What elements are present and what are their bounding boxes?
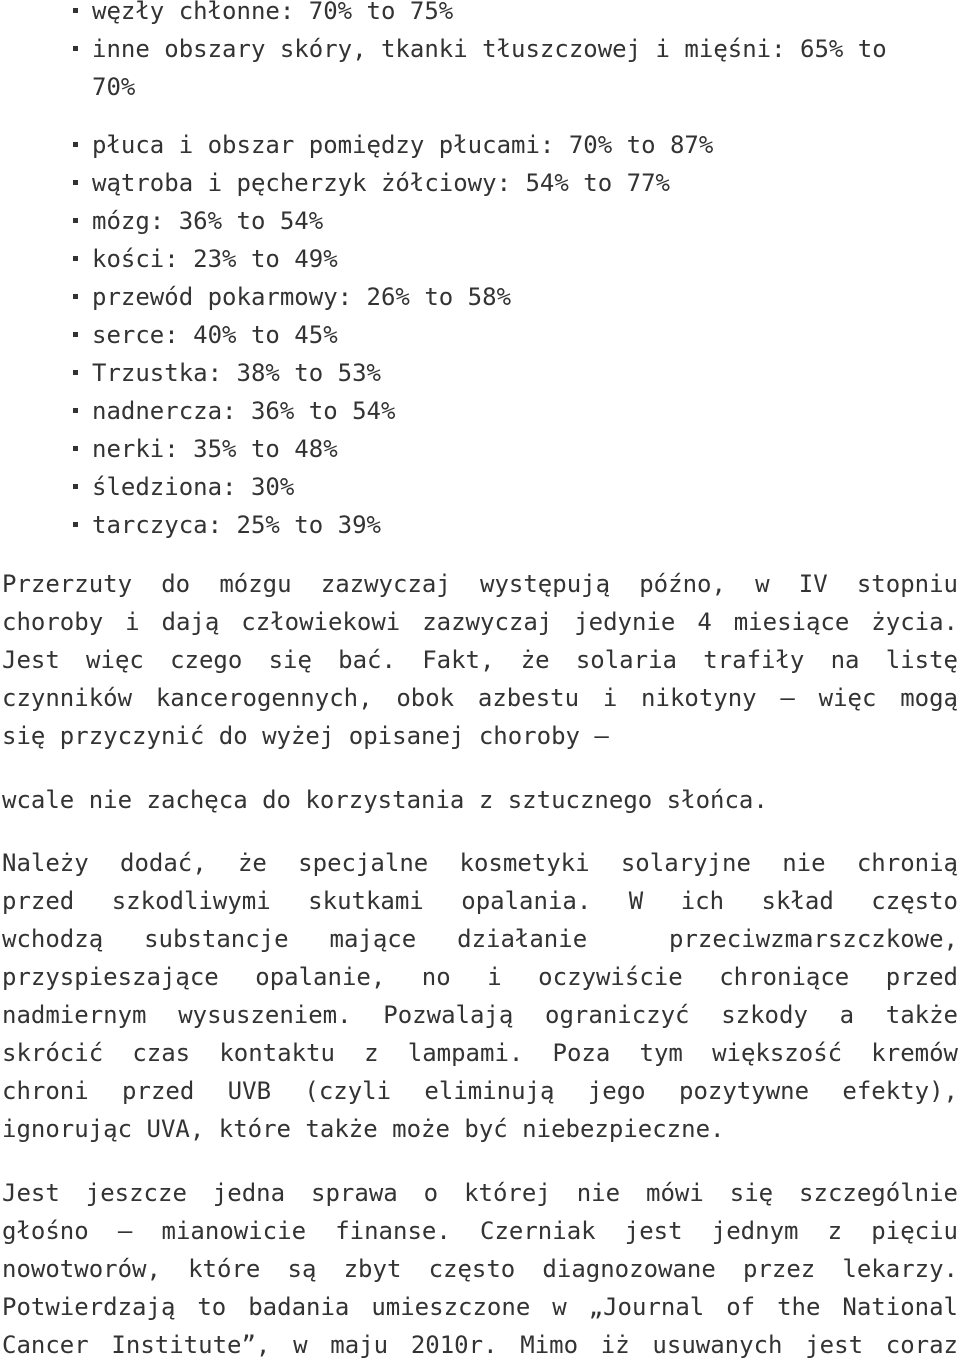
text-line: się przyczynić do wyżej opisanej choroby –: [2, 722, 609, 750]
text-line: przed szkodliwymi skutkami opalania. W ich skład często: [2, 887, 958, 915]
list-item: nerki: 35% to 48%: [92, 430, 338, 468]
bullet-icon: [73, 294, 78, 299]
list-item: płuca i obszar pomiędzy płucami: 70% to 87%: [92, 126, 713, 164]
text-line: Jest więc czego się bać. Fakt, że solaria trafiły na listę: [2, 646, 958, 674]
list-item: mózg: 36% to 54%: [92, 202, 323, 240]
text-line: przyspieszające opalanie, no i oczywiście chroniące przed: [2, 963, 958, 991]
text-line: nadmiernym wysuszeniem. Pozwalają ograniczyć szkody a także: [2, 1001, 958, 1029]
list-item-continuation: 70%: [92, 73, 136, 101]
list-item: Trzustka: 38% to 53%: [92, 354, 381, 392]
text-line: Cancer Institute”, w maju 2010r. Mimo iż usuwanych jest coraz: [2, 1331, 958, 1359]
list-item: inne obszary skóry, tkanki tłuszczowej i mięśni: 65% to: [92, 30, 887, 68]
text-line: skrócić czas kontaktu z lampami. Poza tym większość kremów: [2, 1039, 958, 1067]
text-line: Przerzuty do mózgu zazwyczaj występują późno, w IV stopniu: [2, 570, 958, 598]
text-line: ignorując UVA, które także może być niebezpieczne.: [2, 1115, 725, 1143]
text-line: choroby i dają człowiekowi zazwyczaj jedynie 4 miesiące życia.: [2, 608, 958, 636]
list-item: serce: 40% to 45%: [92, 316, 338, 354]
bullet-icon: [73, 256, 78, 261]
list-item: węzły chłonne: 70% to 75%: [92, 0, 453, 30]
bullet-icon: [73, 46, 78, 51]
text-line: wchodzą substancje mające działanie przeciwzmarszczkowe,: [2, 925, 958, 953]
list-item: kości: 23% to 49%: [92, 240, 338, 278]
bullet-icon: [73, 332, 78, 337]
text-line: nowotworów, które są zbyt często diagnozowane przez lekarzy.: [2, 1255, 958, 1283]
bullet-icon: [73, 8, 78, 13]
bullet-icon: [73, 218, 78, 223]
text-line: Należy dodać, że specjalne kosmetyki solaryjne nie chronią: [2, 849, 958, 877]
text-line: Jest jeszcze jedna sprawa o której nie mówi się szczególnie: [2, 1179, 958, 1207]
bullet-icon: [73, 370, 78, 375]
list-item: śledziona: 30%: [92, 468, 294, 506]
list-item: nadnercza: 36% to 54%: [92, 392, 395, 430]
list-item: tarczyca: 25% to 39%: [92, 506, 381, 544]
bullet-icon: [73, 142, 78, 147]
text-line: czynników kancerogennych, obok azbestu i nikotyny – więc mogą: [2, 684, 958, 712]
text-line: głośno – mianowicie finanse. Czerniak jest jednym z pięciu: [2, 1217, 958, 1245]
text-line: wcale nie zachęca do korzystania z sztucznego słońca.: [2, 786, 768, 814]
text-line: chroni przed UVB (czyli eliminują jego pozytywne efekty),: [2, 1077, 958, 1105]
list-item: wątroba i pęcherzyk żółciowy: 54% to 77%: [92, 164, 670, 202]
bullet-icon: [73, 484, 78, 489]
list-item: przewód pokarmowy: 26% to 58%: [92, 278, 511, 316]
bullet-icon: [73, 408, 78, 413]
bullet-icon: [73, 522, 78, 527]
bullet-icon: [73, 446, 78, 451]
text-line: Potwierdzają to badania umieszczone w „Journal of the National: [2, 1293, 958, 1321]
bullet-icon: [73, 180, 78, 185]
